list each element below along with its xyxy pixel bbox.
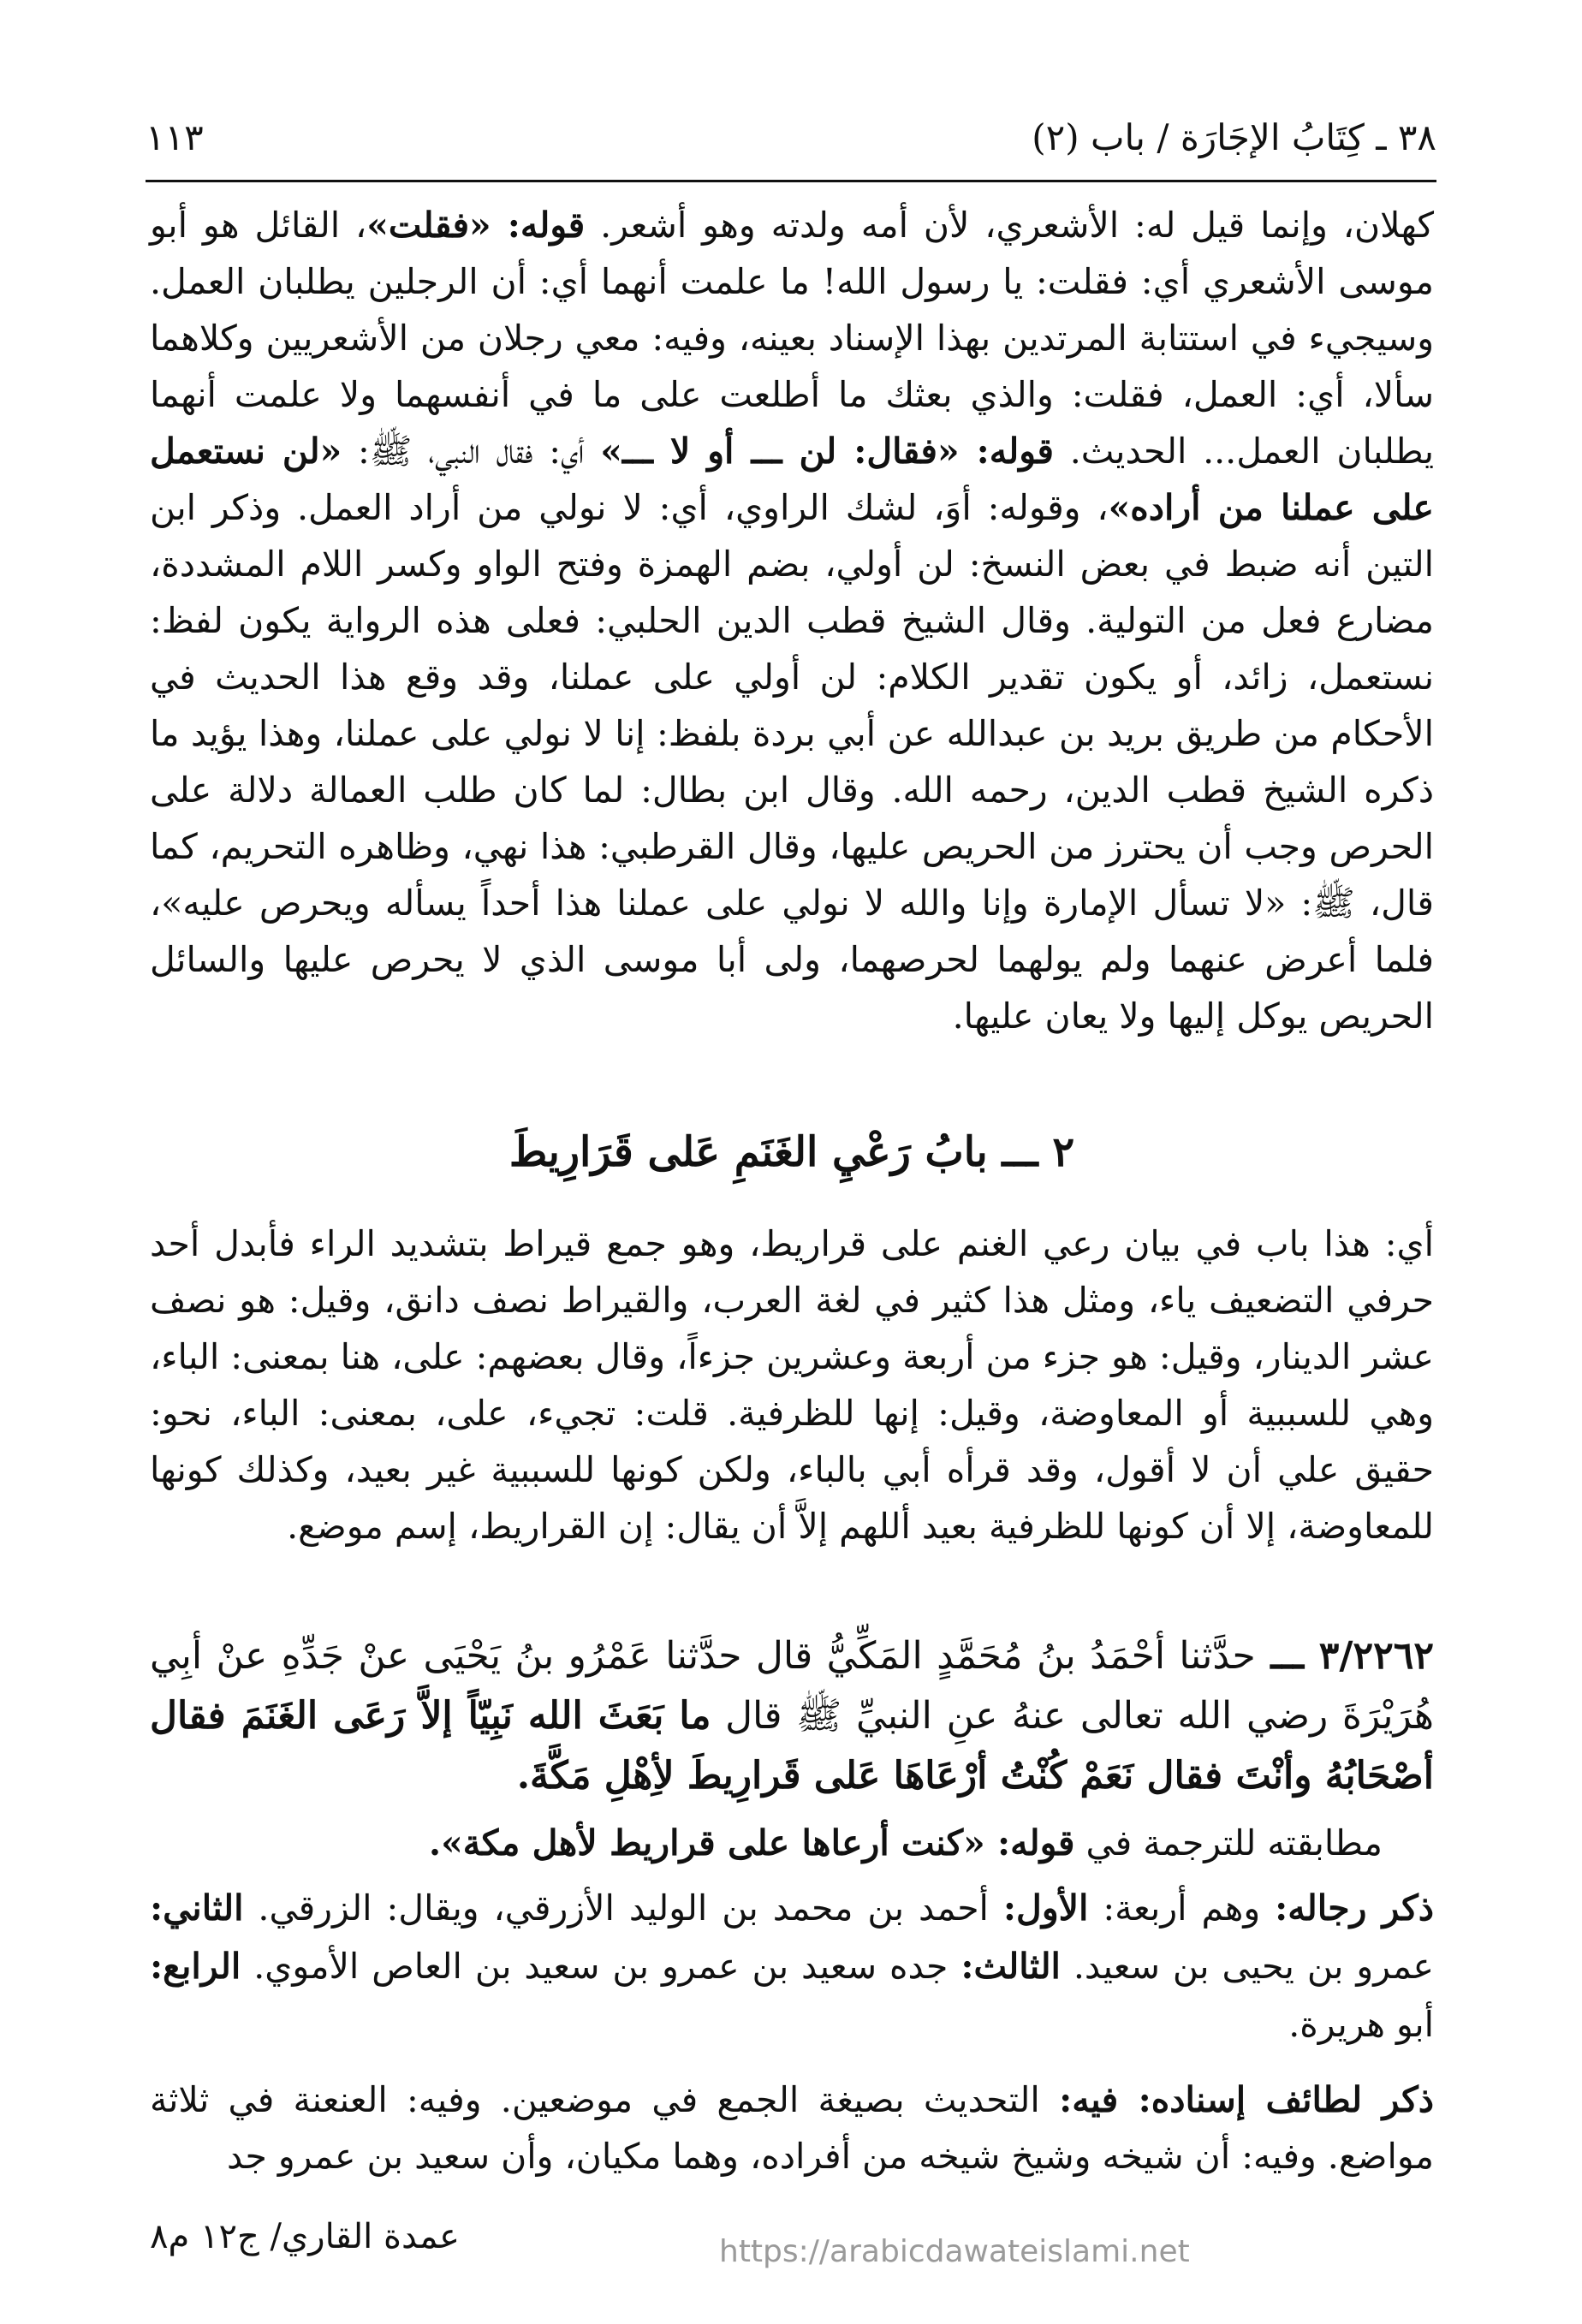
text-run: أبو هريرة. <box>1288 2004 1434 2045</box>
page-number: ١١٣ <box>146 116 204 158</box>
bold-run: الأول: <box>1002 1887 1089 1929</box>
chapter-title: ٣٨ ـ كِتَابُ الإجَارَة / باب (٢) <box>1032 116 1436 158</box>
text-run: أي: فقال النبي، ﷺ: <box>342 431 601 472</box>
bold-run: ما بَعَثَ الله نَبِيّاً إلاَّ رَعَى الغَنَمَ فقال أصْحَابُهُ وأنْتَ فقال نَعَمْ كُنْتُ أرْعَاهَا عَلى قَرارِيطَ لأِهْلِ مَكَّةَ. <box>150 1694 1434 1798</box>
text-run: أحمد بن محمد بن الوليد الأزرقي، ويقال: الزرقي. <box>243 1887 1003 1929</box>
bold-run: الرابع: <box>150 1946 241 1987</box>
narrators-paragraph <box>150 1879 1434 2054</box>
bold-run: الثاني: <box>150 1887 244 1929</box>
text-run: ، وقوله: أوَ، لشك الراوي، أي: لا نولي من أراد العمل. وذكر ابن التين أنه ضبط في بعض النسخ: لن أولي، بضم الهمزة وفتح الواو وكسر اللام المشددة، مضارع فعل من التولية. وقال الشيخ قطب الدين الحلبي: فعلى هذه الرواية يكون لفظ: نستعمل، زائد، أو يكون تقدير الكلام: لن أولي على عملنا، وقد وقع هذا الحديث في الأحكام من طريق بريد بن عبدالله عن أبي بردة بلفظ: إنا لا نولي على عملنا، وهذا يؤيد ما ذكره الشيخ قطب الدين، رحمه الله. وقال ابن بطال: لما كان طلب العمالة دلالة على الحرص وجب أن يحترز من الحريص عليها، وقال القرطبي: هذا نهي، وظاهره التحريم، كما قال، ﷺ: «لا تسأل الإمارة وإنا والله لا نولي على عملنا هذا أحداً يسأله ويحرص عليه»، فلما أعرض عنهما ولم يولهما لحرصهما، ولى أبا موسى الذي لا يحرص عليها والسائل الحريص يوكل إليها ولا يعان عليها. <box>150 487 1434 1037</box>
chain-paragraph <box>150 2071 1434 2184</box>
text-run: ، القائل هو أبو موسى الأشعري أي: فقلت: يا رسول الله! ما علمت أنهما أي: أن الرجلين يطلبان العمل. وسيجيء في استتابة المرتدين بهذا الإسناد بعينه، وفيه: معي رجلان من الأشعريين وكلاهما سألا، أي: العمل، فقلت: والذي بعثك ما أطلعت على ما في أنفسهما ولا علمت أنهما يطلبان العمل... الحديث. <box>150 205 1434 472</box>
bold-run: قوله: «كنت أرعاها على قراريط لأهل مكة». <box>428 1822 1075 1863</box>
match-paragraph <box>150 1815 1434 1871</box>
text-run: مطابقته للترجمة في <box>1074 1822 1383 1863</box>
text-run: جده سعيد بن عمرو بن سعيد بن العاص الأموي. <box>241 1946 961 1987</box>
hadith-text <box>150 1626 1434 1806</box>
section-heading: ٢ ـــ بابُ رَعْيِ الغَنَمِ عَلى قَرَارِيطَ <box>508 1128 1075 1176</box>
footer-signature: عمدة القاري/ ج١٢ م٨ <box>150 2217 460 2256</box>
section-explanation: أي: هذا باب في بيان رعي الغنم على قراريط، وهو جمع قيراط بتشديد الراء فأبدل أحد حرفي التضعيف ياء، ومثل هذا كثير في لغة العرب، والقيراط نصف دانق، وقيل: هو نصف عشر الدينار، وقيل: هو جزء من أربعة وعشرين جزءاً، وقال بعضهم: على، هنا بمعنى: الباء، وهي للسببية أو المعاوضة، وقيل: إنها للظرفية. قلت: تجيء، على، بمعنى: الباء، نحو: حقيق علي أن لا أقول، وقد قرأه أبي بالباء، ولكن كونها للسببية غير بعيد، وكذلك كونها للمعاوضة، إلا أن كونها للظرفية بعيد أللهم إلاَّ أن يقال: إن القراريط، إسم موضع. <box>150 1223 1434 1547</box>
bold-run: قوله: «فقال: لن ـــ أو لا ـــ» <box>600 431 1054 472</box>
watermark-link[interactable]: https://arabicdawateislami.net <box>719 2234 1190 2269</box>
header-divider <box>146 180 1436 182</box>
bold-run: الثالث: <box>960 1946 1061 1987</box>
text-run: التحديث بصيغة الجمع في موضعين. وفيه: العنعنة في ثلاثة مواضع. وفيه: أن شيخه وشيخ شيخه من أفراده، وهما مكيان، وأن سعيد بن عمرو جد <box>150 2079 1434 2177</box>
bold-run: ذكر لطائف إسناده: فيه: <box>1059 2079 1435 2120</box>
commentary-paragraph <box>150 197 1434 1044</box>
bold-run: ذكر رجاله: <box>1275 1887 1434 1929</box>
page-header <box>146 103 1436 171</box>
text-run: حدَّثنا أحْمَدُ بنُ مُحَمَّدٍ المَكِّيُّ قال حدَّثنا عَمْرُو بنُ يَحْيَى عنْ جَدِّهِ عنْ أبِي هُرَيْرَةَ رضي الله تعالى عنهُ عنِ النبيِّ ﷺ قال <box>150 1634 1434 1738</box>
text-run: عمرو بن يحيى بن سعيد. <box>1060 1946 1434 1987</box>
text-run: كهلان، وإنما قيل له: الأشعري، لأن أمه ولدته وهو أشعر. <box>585 205 1434 246</box>
hadith-number: ٣/٢٢٦٢ ـــ <box>1255 1634 1434 1678</box>
text-run: وهم أربعة: <box>1088 1887 1276 1929</box>
bold-run: «لن نستعمل على عملنا من أراده» <box>150 431 1434 528</box>
bold-run: قوله: «فقلت» <box>366 205 586 246</box>
